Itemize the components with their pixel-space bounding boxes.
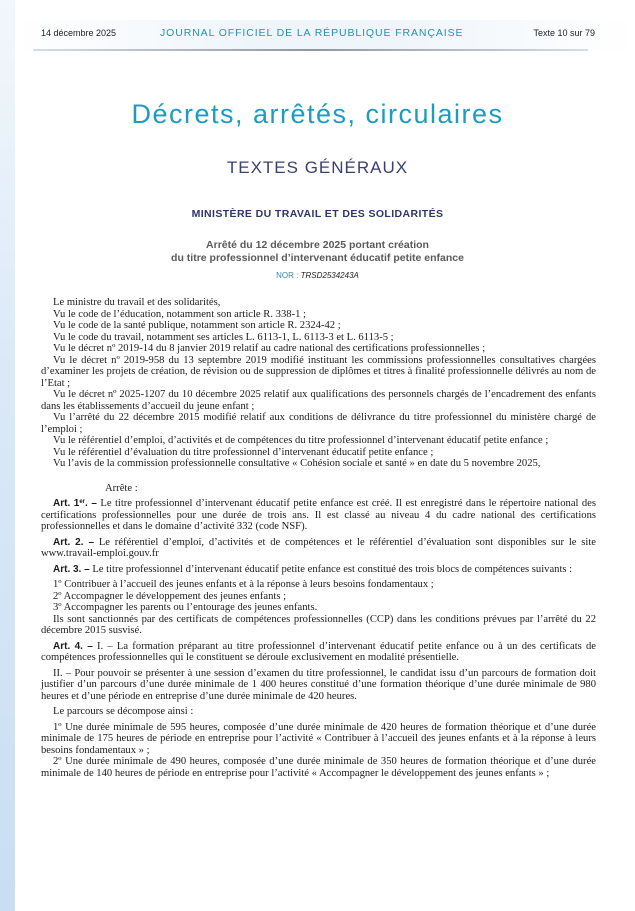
article-1-text: Le titre professionnel d’intervenant éducatif petite enfance est créé. Il est enregistré dans le répertoire national des certifications professionnelles pour une durée de trois ans. Il est classé au niveau 4 du cadre national des certifications professionnelles et dans le domaine d’activité 332 (code NSF). bbox=[41, 498, 597, 532]
preamble-line: Vu le référentiel d’évaluation du titre professionnel d’intervenant éducatif petite enfance ; bbox=[53, 446, 434, 458]
section-title: Décrets, arrêtés, circulaires bbox=[131, 99, 504, 129]
nor-label: NOR : bbox=[276, 271, 301, 280]
article-2 bbox=[41, 537, 596, 560]
article-4-item: 2º Une durée minimale de 490 heures, composée d’une durée minimale de 350 heures de formation théorique et d’une durée minimale de 140 heures de période en entreprise pour l’activité « Accompagner le développement des jeunes enfants » ; bbox=[41, 756, 596, 779]
nor-value: TRSD2534243A bbox=[300, 271, 359, 280]
article-4-label: Art. 4. – bbox=[53, 640, 93, 652]
journal-title: JOURNAL OFFICIEL DE LA RÉPUBLIQUE FRANÇAISE bbox=[160, 27, 464, 39]
preamble-line: Le ministre du travail et des solidarités, bbox=[53, 297, 221, 308]
article-1 bbox=[41, 498, 596, 533]
preamble-line: Vu le code du travail, notamment ses articles L. 6113-1, L. 6113-3 et L. 6113-5 ; bbox=[53, 331, 394, 343]
ministry-heading: MINISTÈRE DU TRAVAIL ET DES SOLIDARITÉS bbox=[191, 208, 444, 220]
article-4-para-3: Le parcours se décompose ainsi : bbox=[53, 706, 194, 717]
article-2-text: Le référentiel d’emploi, d’activités et de compétences et le référentiel d’évaluation sont disponibles sur le site www.travail-emploi.gouv.fr bbox=[41, 536, 597, 559]
article-3 bbox=[41, 564, 596, 576]
article-4-para-2: II. – Pour pouvoir se présenter à une session d’examen du titre professionnel, le candidat issu d’un parcours de formation doit justifier d’un parcours d’une durée minimale de 1 400 heures constitué d’une formation théorique d’une durée minimale de 980 heures et d’une période en entreprise d’une durée minimale de 420 heures. bbox=[41, 667, 596, 702]
preamble-line: Vu le code de l’éducation, notamment son article R. 338-1 ; bbox=[53, 308, 306, 320]
article-3-item: 1º Contribuer à l’accueil des jeunes enfants et à la réponse à leurs besoins fondamentaux ; bbox=[53, 579, 434, 590]
arrete-label: Arrête : bbox=[105, 482, 138, 494]
article-3-text: Le titre professionnel d’intervenant éducatif petite enfance est constitué des trois blocs de compétences suivants : bbox=[89, 563, 573, 575]
article-3-item: 2º Accompagner le développement des jeunes enfants ; bbox=[53, 590, 287, 602]
article-4-text: I. – La formation préparant au titre professionnel d’intervenant éducatif petite enfance ou à un des certificats de compétences professionnelles qui le constituent se déroule exclusivement en modalité présentielle. bbox=[41, 640, 596, 663]
article-2-label: Art. 2. – bbox=[53, 536, 95, 548]
article-3-item: 3º Accompagner les parents ou l’entourage des jeunes enfants. bbox=[53, 602, 318, 613]
preamble-line: Vu le décret nº 2019-14 du 8 janvier 2019 relatif au cadre national des certifications professionnelles ; bbox=[53, 343, 486, 354]
article-1-label: Art. 1er. – bbox=[53, 498, 97, 509]
publication-date: 14 décembre 2025 bbox=[41, 28, 117, 38]
preamble-line: Vu l’arrêté du 22 décembre 2015 modifié relatif aux conditions de délivrance du titre professionnel du ministère chargé de l’emploi ; bbox=[41, 412, 596, 435]
top-margin bbox=[15, 0, 635, 20]
preamble-line: Vu le code de la santé publique, notamment son article R. 2324-42 ; bbox=[53, 320, 341, 331]
page-header bbox=[15, 20, 635, 50]
preamble-line: Vu le référentiel d’emploi, d’activités et de compétences du titre professionnel d’intervenant éducatif petite enfance ; bbox=[53, 435, 549, 446]
article-3-label: Art. 3. – bbox=[53, 563, 90, 575]
arrete-title-line-2: du titre professionnel d’intervenant éducatif petite enfance bbox=[171, 251, 464, 264]
article-3-closing: Ils sont sanctionnés par des certificats de compétences professionnelles (CCP) dans les conditions prévues par l’arrêté du 22 décembre 2015 susvisé. bbox=[41, 613, 596, 636]
sub-section-title: TEXTES GÉNÉRAUX bbox=[226, 158, 409, 177]
article-4 bbox=[41, 641, 596, 664]
text-counter: Texte 10 sur 79 bbox=[533, 28, 595, 38]
preamble-line: Vu l’avis de la commission professionnelle consultative « Cohésion sociale et santé » en date du 5 novembre 2025, bbox=[53, 458, 541, 469]
nor-reference bbox=[0, 271, 635, 280]
arrete-title bbox=[0, 239, 635, 264]
header-divider bbox=[33, 49, 588, 51]
preamble-line: Vu le décret nº 2019-958 du 13 septembre 2019 modifié instituant les commissions professionnelles consultatives chargées d’examiner les projets de création, de révision ou de suppression de diplômes et titres à finalité professionnelle délivrés au nom de l’Etat ; bbox=[41, 354, 596, 389]
left-margin-strip bbox=[0, 0, 15, 911]
document-body bbox=[41, 297, 596, 779]
arrete-title-line-1: Arrêté du 12 décembre 2025 portant création bbox=[206, 239, 429, 251]
article-4-item: 1º Une durée minimale de 595 heures, composée d’une durée minimale de 420 heures de formation théorique et d’une durée minimale de 175 heures de période en entreprise pour l’activité « Contribuer à l’accueil des jeunes enfants et à la réponse à leurs besoins fondamentaux » ; bbox=[41, 721, 596, 756]
preamble-line: Vu le décret nº 2025-1207 du 10 décembre 2025 relatif aux qualifications des personnels chargés de l’encadrement des enfants dans les établissements d’accueil du jeune enfant ; bbox=[41, 389, 596, 412]
